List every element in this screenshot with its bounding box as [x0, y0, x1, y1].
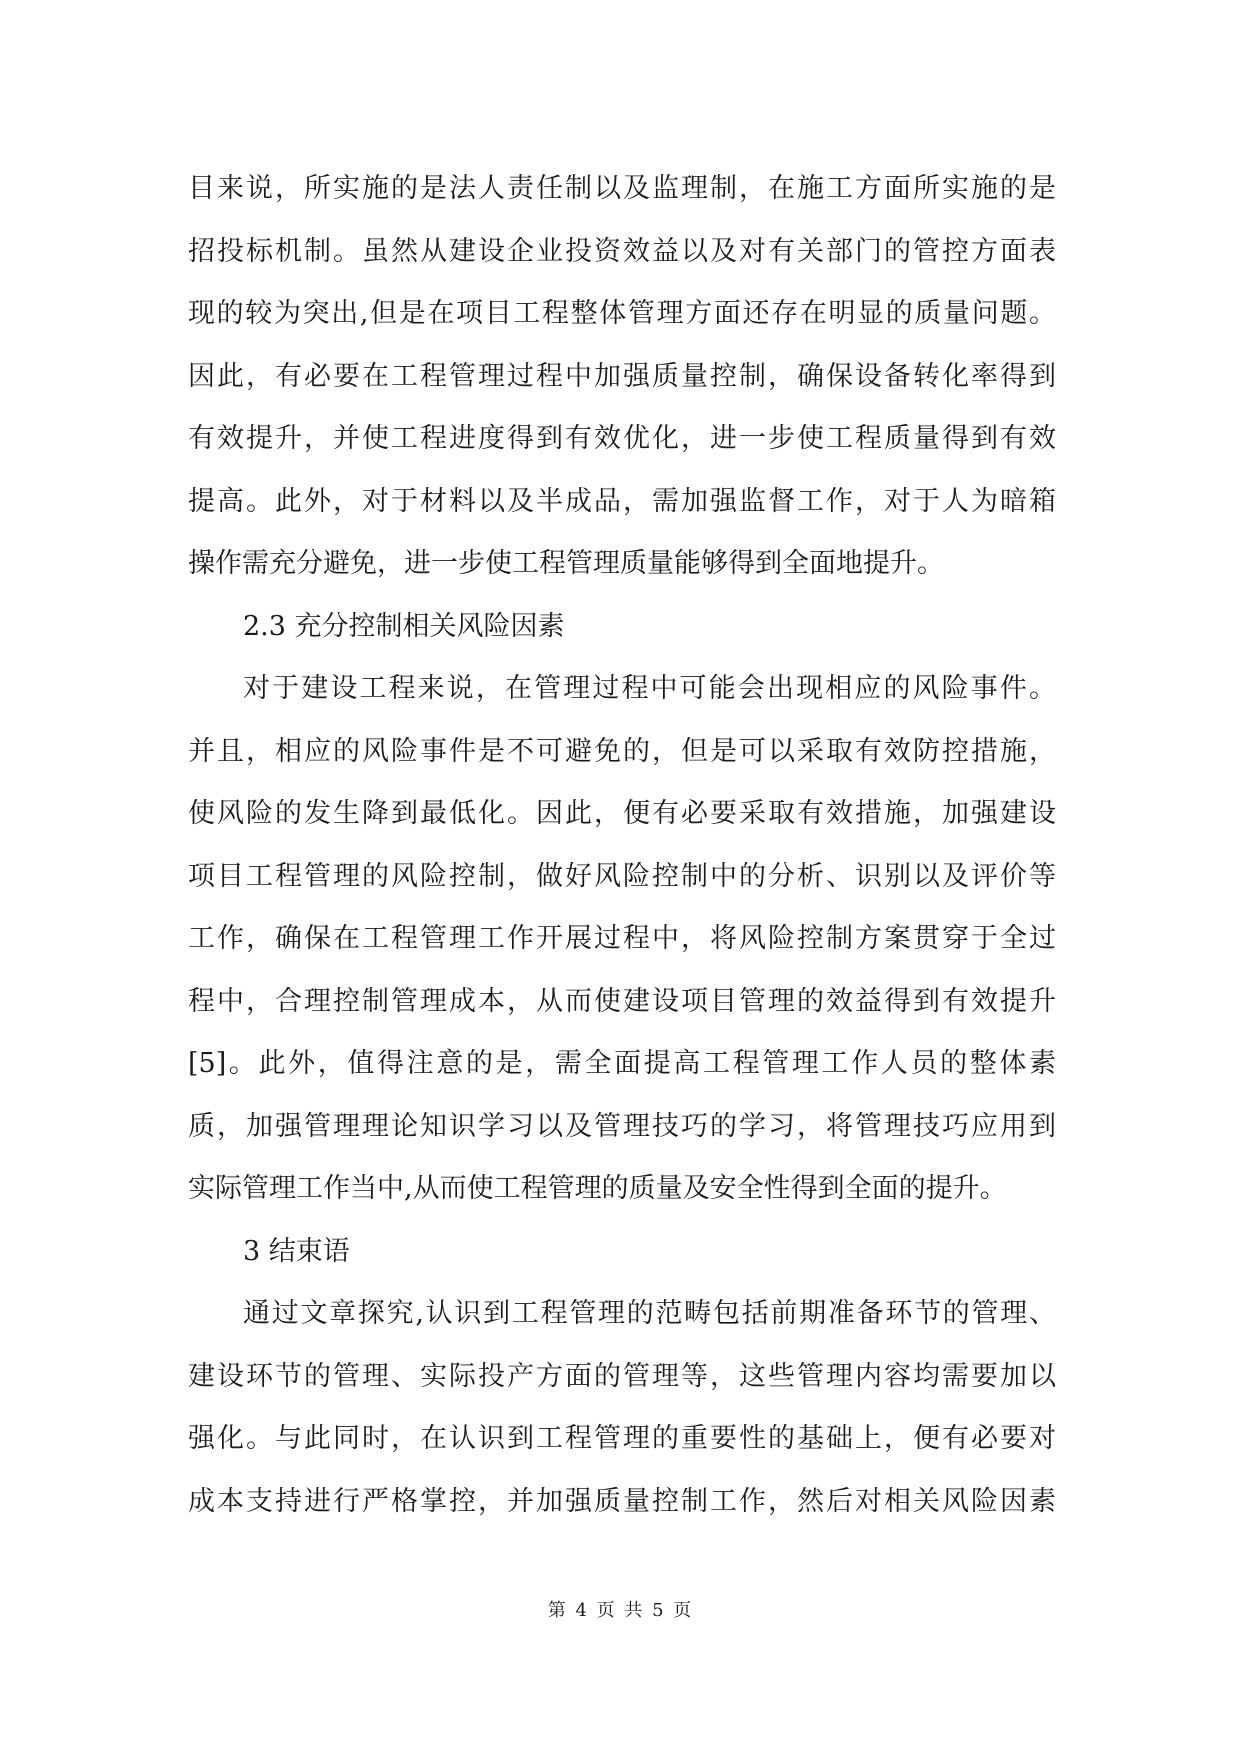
text-line: 建设环节的管理、实际投产方面的管理等，这些管理内容均需要加以: [188, 1360, 1056, 1392]
document-body: [188, 158, 1056, 1533]
text-line: 通过文章探究,认识到工程管理的范畴包括前期准备环节的管理、: [243, 1298, 1056, 1329]
section-heading: 2.3 充分控制相关风险因素: [243, 610, 565, 642]
text-line: 目来说，所实施的是法人责任制以及监理制，在施工方面所实施的是: [188, 173, 1056, 204]
text-line: 有效提升，并使工程进度得到有效优化，进一步使工程质量得到有效: [188, 423, 1056, 454]
text-line: 项目工程管理的风险控制，做好风险控制中的分析、识别以及评价等: [188, 860, 1056, 892]
text-line: 强化。与此同时，在认识到工程管理的重要性的基础上，便有必要对: [188, 1423, 1056, 1454]
text-line: 现的较为突出,但是在项目工程整体管理方面还存在明显的质量问题。: [188, 298, 1056, 329]
paragraph: [188, 1283, 1056, 1533]
paragraph: [188, 158, 1056, 596]
text-line: 质，加强管理理论知识学习以及管理技巧的学习，将管理技巧应用到: [188, 1110, 1056, 1142]
text-line: 程中，合理控制管理成本，从而使建设项目管理的效益得到有效提升: [188, 985, 1056, 1017]
text-line: 操作需充分避免，进一步使工程管理质量能够得到全面地提升。: [188, 548, 944, 579]
text-line: 招投标机制。虽然从建设企业投资效益以及对有关部门的管控方面表: [188, 235, 1056, 267]
page-number-footer: 第 4 页 共 5 页: [547, 1600, 694, 1621]
text-line: 工作，确保在工程管理工作开展过程中，将风险控制方案贯穿于全过: [188, 923, 1056, 954]
text-line: 实际管理工作当中,从而使工程管理的质量及安全性得到全面的提升。: [188, 1173, 1007, 1204]
text-line: 对于建设工程来说，在管理过程中可能会出现相应的风险事件。: [243, 673, 1056, 704]
text-line: 成本支持进行严格掌控，并加强质量控制工作，然后对相关风险因素: [188, 1485, 1056, 1517]
text-line: 提高。此外，对于材料以及半成品，需加强监督工作，对于人为暗箱: [188, 485, 1056, 517]
text-line: [5]。此外，值得注意的是，需全面提高工程管理工作人员的整体素: [188, 1048, 1056, 1079]
paragraph: [188, 658, 1056, 1221]
section-heading: 3 结束语: [243, 1235, 350, 1267]
text-line: 并且，相应的风险事件是不可避免的，但是可以采取有效防控措施，: [188, 735, 1056, 767]
text-line: 因此，有必要在工程管理过程中加强质量控制，确保设备转化率得到: [188, 360, 1056, 392]
text-line: 使风险的发生降到最低化。因此，便有必要采取有效措施，加强建设: [188, 798, 1056, 829]
